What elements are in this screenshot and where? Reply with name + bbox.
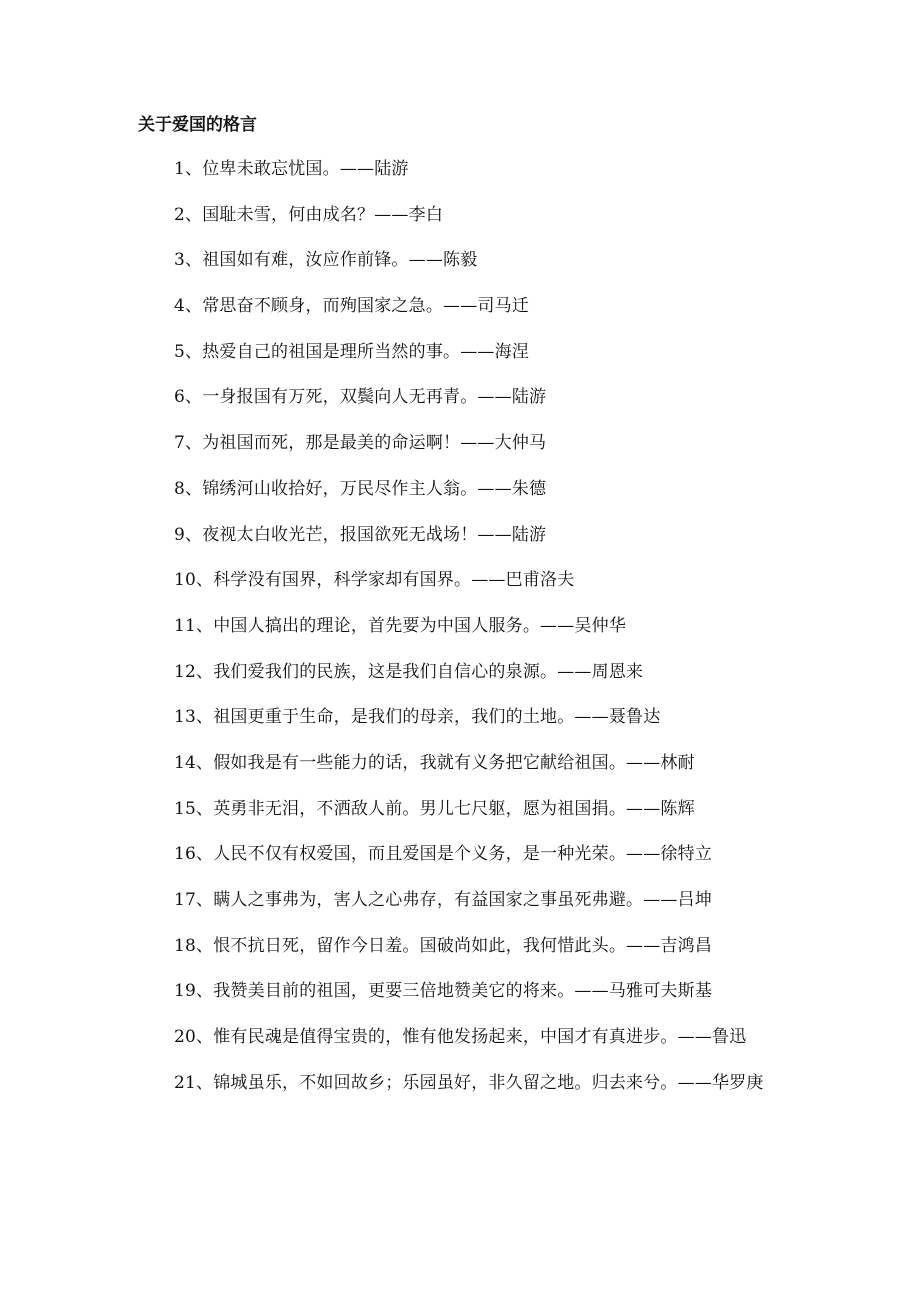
list-item: 9、夜视太白收光芒，报国欲死无战场！——陆游	[174, 524, 547, 545]
list-item: 13、祖国更重于生命，是我们的母亲，我们的土地。——聂鲁达	[174, 707, 661, 728]
list-item: 20、惟有民魂是值得宝贵的，惟有他发扬起来，中国才有真进步。——鲁迅	[174, 1027, 747, 1048]
list-item: 7、为祖国而死，那是最美的命运啊！——大仲马	[174, 433, 547, 454]
list-item: 18、恨不抗日死，留作今日羞。国破尚如此，我何惜此头。——吉鸿昌	[174, 935, 713, 956]
list-item: 8、锦绣河山收拾好，万民尽作主人翁。——朱德	[174, 478, 547, 499]
list-item: 4、常思奋不顾身，而殉国家之急。——司马迁	[174, 296, 530, 317]
list-item: 3、祖国如有难，汝应作前锋。——陈毅	[174, 250, 478, 271]
list-item: 5、热爱自己的祖国是理所当然的事。——海涅	[174, 341, 530, 362]
quote-list	[138, 156, 784, 1096]
list-item: 17、瞒人之事弗为，害人之心弗存，有益国家之事虽死弗避。——吕坤	[174, 890, 713, 910]
list-item: 11、中国人搞出的理论，首先要为中国人服务。——吴仲华	[174, 615, 627, 636]
list-item: 16、人民不仅有权爱国，而且爱国是个义务，是一种光荣。——徐特立	[174, 844, 713, 865]
list-item: 1、位卑未敢忘忧国。——陆游	[174, 159, 409, 179]
list-item: 15、英勇非无泪，不洒敌人前。男儿七尺躯，愿为祖国捐。——陈辉	[174, 798, 695, 819]
list-item: 14、假如我是有一些能力的话，我就有义务把它献给祖国。——林耐	[174, 752, 695, 773]
list-item: 10、科学没有国界，科学家却有国界。——巴甫洛夫	[174, 570, 575, 591]
list-item: 21、锦城虽乐，不如回故乡；乐园虽好，非久留之地。归去来兮。——华罗庚	[174, 1072, 764, 1093]
list-item: 19、我赞美目前的祖国，更要三倍地赞美它的将来。——马雅可夫斯基	[174, 981, 713, 1002]
list-item: 6、一身报国有万死，双鬓向人无再青。——陆游	[174, 387, 547, 408]
list-item: 2、国耻未雪，何由成名？——李白	[174, 204, 444, 225]
page-title: 关于爱国的格言	[138, 115, 257, 135]
list-item: 12、我们爱我们的民族，这是我们自信心的泉源。——周恩来	[174, 661, 644, 682]
